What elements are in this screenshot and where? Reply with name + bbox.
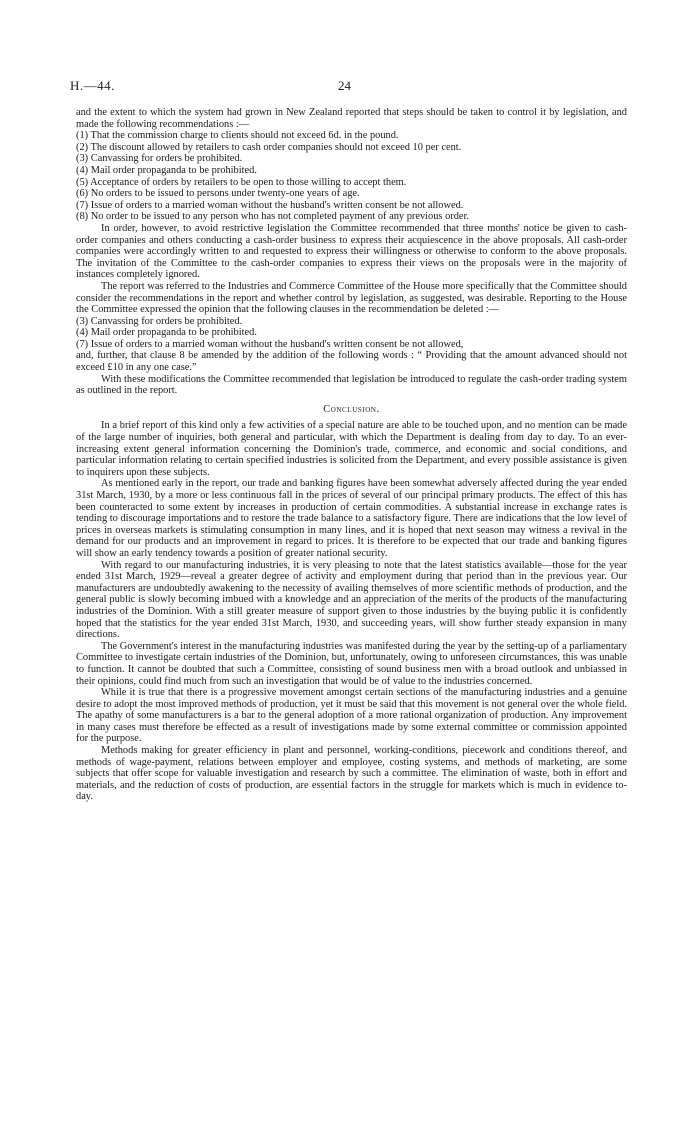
committee-referral-paragraph: The report was referred to the Industries and Commerce Committee of the House more specifically that the Committee should consider the recommendations in the report and whether control by legislation, as suggested, was desirable. Reporting to the House the Committee expressed the opinion that the following clauses in the recommendation be deleted :— xyxy=(76,280,627,316)
intro-paragraph: and the extent to which the system had grown in New Zealand reported that steps should be taken to control it by legislation, and made the following recommendations :— xyxy=(76,107,627,130)
recommendation-item: (2) The discount allowed by retailers to cash order companies should not exceed 10 per cent. xyxy=(76,141,462,153)
conclusion-paragraph: In a brief report of this kind only a few activities of a special nature are able to be touched upon, and no mention can be made of the large number of inquiries, both general and particular, with which the Department is dealing from day to day. To an ever-increasing extent general information concerning the Dominion's trade, commerce, and economic and social conditions, and particular information relating to certain specified industries is solicited from the Department, and every possible assistance is given to inquirers upon these subjects. xyxy=(76,420,627,478)
recommendation-item: (5) Acceptance of orders by retailers to be open to those willing to accept them. xyxy=(76,176,407,188)
deleted-clause-item: (4) Mail order propaganda to be prohibited. xyxy=(76,327,257,339)
conclusion-paragraph: As mentioned early in the report, our trade and banking figures have been somewhat adversely affected during the year ended 31st March, 1930, by a more or less continuous fall in the prices of several of our principal primary products. The effect of this has been counteracted to some extent by increases in production of certain commodities. A substantial increase in exchange rates is tending to discourage importations and to restore the trade balance to a satisfactory figure. There are indications that the low level of prices in overseas markets is stimulating consumption in many lines, and it is hoped that next season may witness a revival in the demand for our products and an improvement in regard to prices. It is therefore to be expected that our trade and banking figures will show an early tendency towards a position of greater national security. xyxy=(76,478,627,559)
deleted-clause-item: (3) Canvassing for orders be prohibited. xyxy=(76,315,243,327)
recommendation-item: (1) That the commission charge to clients should not exceed 6d. in the pound. xyxy=(76,130,399,142)
section-heading-conclusion: Conclusion. xyxy=(323,403,380,415)
page-number: 24 xyxy=(338,78,351,93)
conclusion-paragraph: Methods making for greater efficiency in plant and personnel, working-conditions, piecework and conditions thereof, and methods of wage-payment, relations between employer and employee, costing systems, and methods of marketing, are some subjects that offer scope for valuable investigation and research by such a committee. The elimination of waste, both in effort and materials, and the reduction of costs of production, are essential factors in the struggle for markets which is much in evidence to-day. xyxy=(76,745,627,803)
deleted-clause-item: (7) Issue of orders to a married woman without the husband's written consent be not allowed, xyxy=(76,338,464,350)
modifications-paragraph: With these modifications the Committee recommended that legislation be introduced to regulate the cash-order trading system as outlined in the report. xyxy=(76,373,627,397)
document-reference: H.—44. xyxy=(70,78,115,93)
recommendation-item: (8) No order to be issued to any person who has not completed payment of any previous order. xyxy=(76,211,470,223)
conclusion-paragraph: The Government's interest in the manufacturing industries was manifested during the year by the setting-up of a parliamentary Committee to investigate certain industries of the Dominion, but, unfortunately, owing to unforeseen circumstances, this was unable to function. It cannot be doubted that such a Committee, consisting of sound business men with a broad outlook and unbiassed in their opinions, could find much from such an investigation that would be of value to the industries concerned. xyxy=(76,640,627,687)
restrictive-legislation-paragraph: In order, however, to avoid restrictive legislation the Committee recommended that three months' notice be given to cash-order companies and others conducting a cash-order business to express their acquiescence in the above proposals. All cash-order companies were accordingly written to and requested to express their willingness or otherwise to conform to the above proposals. The invitation of the Committee to the cash-order companies to express their views on the proposals were in the majority of instances completely ignored. xyxy=(76,222,627,281)
conclusion-paragraph: With regard to our manufacturing industries, it is very pleasing to note that the latest statistics available—those for the year ended 31st March, 1929—reveal a greater degree of activity and employment during that period than in the previous year. Our manufacturers are undoubtedly awakening to the necessity of availing themselves of more scientific methods of production, and the general public is slowly becoming imbued with a knowledge and an appreciation of the merits of the products of the manufacturing industries of the Dominion. With a still greater measure of support given to those industries by the buying public it is confidently hoped that the statistics for the year ended 31st March, 1930, and succeeding years, will show further steady expansion in many directions. xyxy=(76,559,627,641)
recommendation-item: (6) No orders to be issued to persons under twenty-one years of age. xyxy=(76,188,360,200)
clause-8-paragraph: and, further, that clause 8 be amended by the addition of the following words : “ Providing that the amount advanced should not exceed £10 in any one case.” xyxy=(76,350,627,374)
page-header xyxy=(70,78,630,94)
recommendation-item: (3) Canvassing for orders be prohibited. xyxy=(76,153,243,165)
conclusion-paragraph: While it is true that there is a progressive movement amongst certain sections of the manufacturing industries and a genuine desire to adopt the most improved methods of production, yet it must be said that this movement is not general over the whole field. The apathy of some manufacturers is a bar to the general adoption of a more rational organization of production. Any improvement in many cases must therefore be effected as a result of investigations made by some external committee or commission appointed for the purpose. xyxy=(76,687,627,745)
recommendation-item: (4) Mail order propaganda to be prohibited. xyxy=(76,164,257,176)
body-text xyxy=(76,107,627,803)
recommendation-item: (7) Issue of orders to a married woman without the husband's written consent be not allowed. xyxy=(76,199,464,211)
